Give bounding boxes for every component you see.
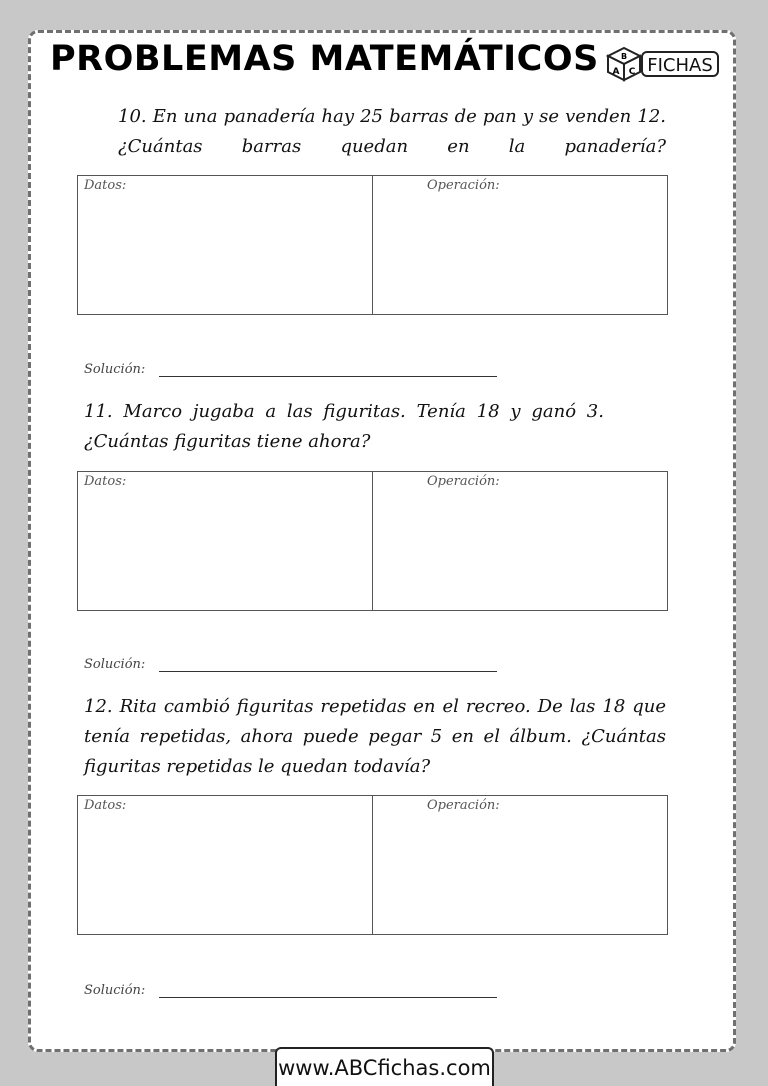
solution-answer-line (159, 657, 497, 672)
problem-10-box (77, 175, 668, 315)
datos-cell (78, 472, 372, 610)
datos-cell (78, 176, 372, 314)
operacion-cell (372, 176, 667, 314)
footer-url: www.ABCfichas.com (275, 1047, 494, 1086)
datos-label: Datos: (84, 798, 127, 813)
problem-10-solution (84, 362, 497, 377)
abc-blocks-icon (604, 44, 720, 82)
problem-12-solution (84, 983, 497, 998)
logo-letter-a: A (612, 67, 620, 77)
operacion-label: Operación: (427, 178, 500, 193)
datos-cell (78, 796, 372, 934)
problem-11-solution (84, 657, 497, 672)
problem-11-text: 11. Marco jugaba a las figuritas. Tenía 18 y ganó 3. ¿Cuántas figuritas tiene ahora? (84, 401, 604, 452)
problem-12-box (77, 795, 668, 935)
problem-11-box (77, 471, 668, 611)
page-title: PROBLEMAS MATEMÁTICOS (50, 39, 599, 79)
operacion-label: Operación: (427, 474, 500, 489)
solucion-label: Solución: (84, 983, 146, 998)
problem-12-text: 12. Rita cambió figuritas repetidas en el recreo. De las 18 que tenía repetidas, ahora puede pegar 5 en el álbum. ¿Cuántas figuritas repetidas le quedan todavía? (84, 696, 666, 777)
problem-10-text: 10. En una panadería hay 25 barras de pan y se venden 12. ¿Cuántas barras quedan en la panadería? (118, 106, 666, 157)
datos-label: Datos: (84, 474, 127, 489)
solution-answer-line (159, 983, 497, 998)
datos-label: Datos: (84, 178, 127, 193)
logo-letter-b: B (620, 52, 628, 61)
solucion-label: Solución: (84, 362, 146, 377)
logo-letter-c: C (628, 67, 636, 77)
logo-text: FICHAS (647, 55, 713, 76)
operacion-label: Operación: (427, 798, 500, 813)
solucion-label: Solución: (84, 657, 146, 672)
operacion-cell (372, 796, 667, 934)
abcfichas-logo (604, 44, 720, 82)
solution-answer-line (159, 362, 497, 377)
operacion-cell (372, 472, 667, 610)
